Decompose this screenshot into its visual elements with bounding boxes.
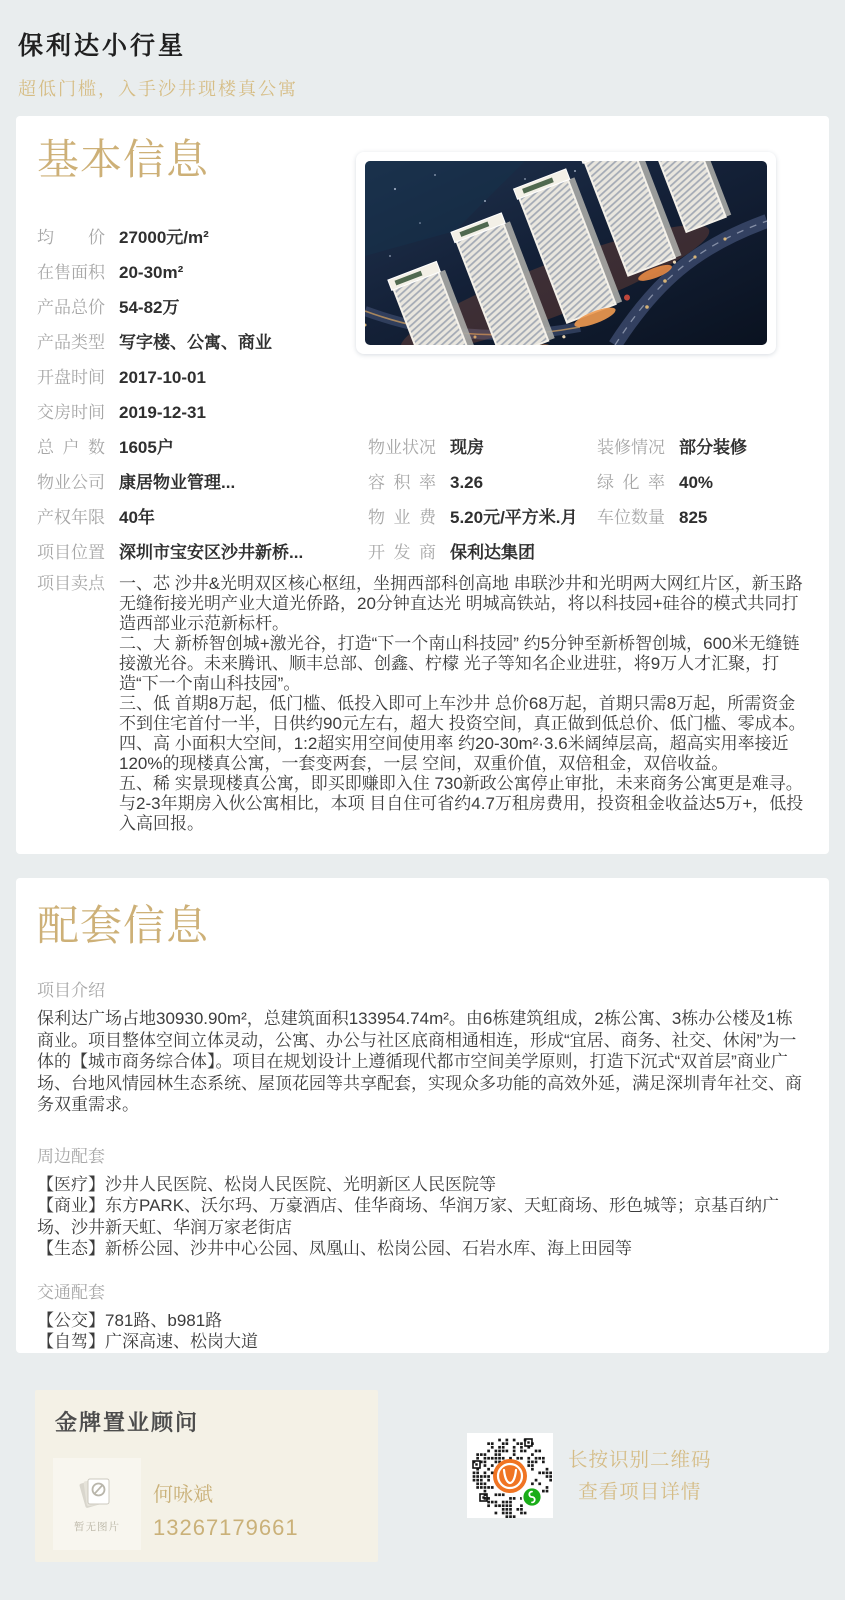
info-value: 825 [679, 508, 708, 528]
transport-label: 交通配套 [37, 1282, 105, 1302]
info-value: 保利达集团 [450, 543, 535, 563]
nearby-medical-line: 【医疗】沙井人民医院、松岗人民医院、光明新区人民医院等 [37, 1174, 496, 1194]
info-row [37, 535, 303, 570]
info-label: 开发商 [368, 543, 436, 563]
info-row [597, 500, 747, 535]
info-value: 27000元/m² [119, 228, 209, 248]
consultant-heading: 金牌置业顾问 [55, 1410, 200, 1435]
selling-point-item: 二、大 新桥智创城+激光谷，打造“下一个南山科技园” 约5分钟至新桥智创城，600米无缝链接激光谷。未来腾讯、顺丰总部、创鑫、柠檬 光子等知名企业进驻，将9万人才汇聚，打造“下一个南山科技园”。 [119, 634, 800, 694]
info-value: 5.20元/平方米.月 [450, 508, 578, 528]
selling-points-text [119, 574, 808, 834]
info-value: 部分装修 [679, 438, 747, 458]
info-label: 物业费 [368, 508, 436, 528]
consultant-photo-placeholder [53, 1458, 141, 1550]
info-row [37, 255, 303, 290]
nearby-ecology-line: 【生态】新桥公园、沙井中心公园、凤凰山、松岗公园、石岩水库、海上田园等 [37, 1239, 632, 1259]
page-subtitle: 超低门槛，入手沙井现楼真公寓 [18, 79, 298, 99]
intro-paragraph: 保利达广场占地30930.90m²，总建筑面积133954.74m²。由6栋建筑组成，2栋公寓、3栋办公楼及1栋商业。项目整体空间立体灵动，公寓、办公与社区底商相通相连，形成“宜居、商务、社交、休闲”为一体的【城市商务综合体】。项目在规划设计上遵循现代都市空间美学原则，打造下沉式“双首层”商业广场、台地风情园林生态系统、屋顶花园等共享配套，实现众多功能的高效外延，满足深圳青年社交、商务双重需求。 [37, 1009, 802, 1115]
page-header [18, 26, 298, 101]
info-column-middle [368, 430, 578, 570]
info-row [37, 395, 303, 430]
amenities-body [37, 976, 808, 1353]
nearby-paragraph [37, 1174, 808, 1260]
selling-points [37, 574, 808, 834]
selling-point-item: 五、稀 实景现楼真公寓，即买即赚即入住 730新政公寓停止审批，未来商务公寓更是难寻。与2-3年期房入伙公寓相比，本项 目自住可省约4.7万租房费用，投资租金收益达5万+，低投入高回报。 [119, 774, 804, 834]
info-row [37, 220, 303, 255]
qr-code-image [468, 1434, 552, 1518]
info-value: 3.26 [450, 473, 484, 493]
info-label: 产品总价 [37, 298, 105, 318]
info-column-left [37, 220, 303, 570]
info-label: 交房时间 [37, 403, 105, 423]
consultant-name: 何咏斌 [153, 1484, 213, 1506]
page-title: 保利达小行星 [18, 32, 187, 60]
info-row [37, 500, 303, 535]
info-value: 40% [679, 473, 714, 493]
qr-code[interactable] [467, 1433, 553, 1518]
qr-section [467, 1433, 712, 1518]
basic-info-heading: 基本信息 [37, 136, 210, 183]
amenities-card [16, 878, 829, 1353]
consultant-contact [153, 1478, 299, 1541]
info-row [37, 430, 303, 465]
amenities-heading: 配套信息 [37, 902, 210, 949]
selling-point-item: 三、低 首期8万起，低门槛、低投入即可上车沙井 总价68万起，首期只需8万起，所需资金不到住宅首付一半，日供约90元左右，超大 投资空间，真正做到低总价、低门槛、零成本。 [119, 694, 806, 734]
info-label: 开盘时间 [37, 368, 105, 388]
info-row [37, 360, 303, 395]
info-label: 容积率 [368, 473, 436, 493]
basic-info-grid [37, 220, 808, 568]
intro-label: 项目介绍 [37, 981, 105, 1001]
consultant-card [35, 1390, 378, 1562]
consultant-phone[interactable]: 13267179661 [153, 1515, 299, 1540]
info-value: 现房 [450, 438, 484, 458]
info-row [597, 465, 747, 500]
selling-points-label: 项目卖点 [37, 574, 105, 594]
info-row [37, 465, 303, 500]
qr-instructions [568, 1444, 712, 1508]
info-label: 物业状况 [368, 438, 436, 458]
info-label: 产品类型 [37, 333, 105, 353]
selling-point-item: 一、芯 沙井&光明双区核心枢纽，坐拥西部科创高地 串联沙井和光明两大网红片区，新玉路无缝衔接光明产业大道光侨路，20分钟直达光 明城高铁站，将以科技园+硅谷的模式共同打造西部业示范新标杆。 [119, 574, 803, 634]
info-row [368, 465, 578, 500]
info-row [368, 535, 578, 570]
nearby-label: 周边配套 [37, 1146, 105, 1166]
info-value: 深圳市宝安区沙井新桥... [119, 543, 304, 563]
info-column-right [597, 430, 747, 535]
info-row [37, 290, 303, 325]
wechat-miniprogram-icon [523, 1487, 542, 1506]
info-value: 2019-12-31 [119, 403, 206, 423]
selling-point-item: 四、高 小面积大空间，1:2超实用空间使用率 约20-30m²·3.6米阔绰层高，超高实用率接近120%的现楼真公寓，一套变两套，一层 空间，双重价值，双倍租金，双倍收益。 [119, 734, 789, 774]
info-row [368, 500, 578, 535]
info-value: 20-30m² [119, 263, 184, 283]
qr-instruction-line1: 长按识别二维码 [568, 1448, 712, 1471]
info-label: 项目位置 [37, 543, 105, 563]
info-label: 均价 [37, 228, 105, 248]
qr-instruction-line2: 查看项目详情 [578, 1480, 702, 1503]
info-label: 在售面积 [37, 263, 105, 283]
basic-info-card [16, 116, 829, 854]
info-label: 绿化率 [597, 473, 665, 493]
info-label: 装修情况 [597, 438, 665, 458]
info-value: 康居物业管理... [119, 473, 236, 493]
nearby-business-line: 【商业】东方PARK、沃尔玛、万豪酒店、佳华商场、华润万家、天虹商场、形色城等；京基百纳广场、沙井新天虹、华润万家老街店 [37, 1196, 780, 1237]
no-image-icon [75, 1474, 119, 1514]
info-value: 40年 [119, 508, 155, 528]
info-label: 车位数量 [597, 508, 665, 528]
info-value: 写字楼、公寓、商业 [119, 333, 272, 353]
info-value: 54-82万 [119, 298, 180, 318]
info-label: 产权年限 [37, 508, 105, 528]
transport-drive-line: 【自驾】广深高速、松岗大道 [37, 1332, 258, 1352]
info-row [368, 430, 578, 465]
no-image-caption: 暂无图片 [74, 1521, 120, 1533]
transport-bus-line: 【公交】781路、b981路 [37, 1310, 223, 1330]
info-row [37, 325, 303, 360]
info-value: 2017-10-01 [119, 368, 206, 388]
transport-paragraph [37, 1310, 808, 1353]
info-label: 总户数 [37, 438, 105, 458]
info-row [597, 430, 747, 465]
info-value: 1605户 [119, 438, 174, 458]
info-label: 物业公司 [37, 473, 105, 493]
